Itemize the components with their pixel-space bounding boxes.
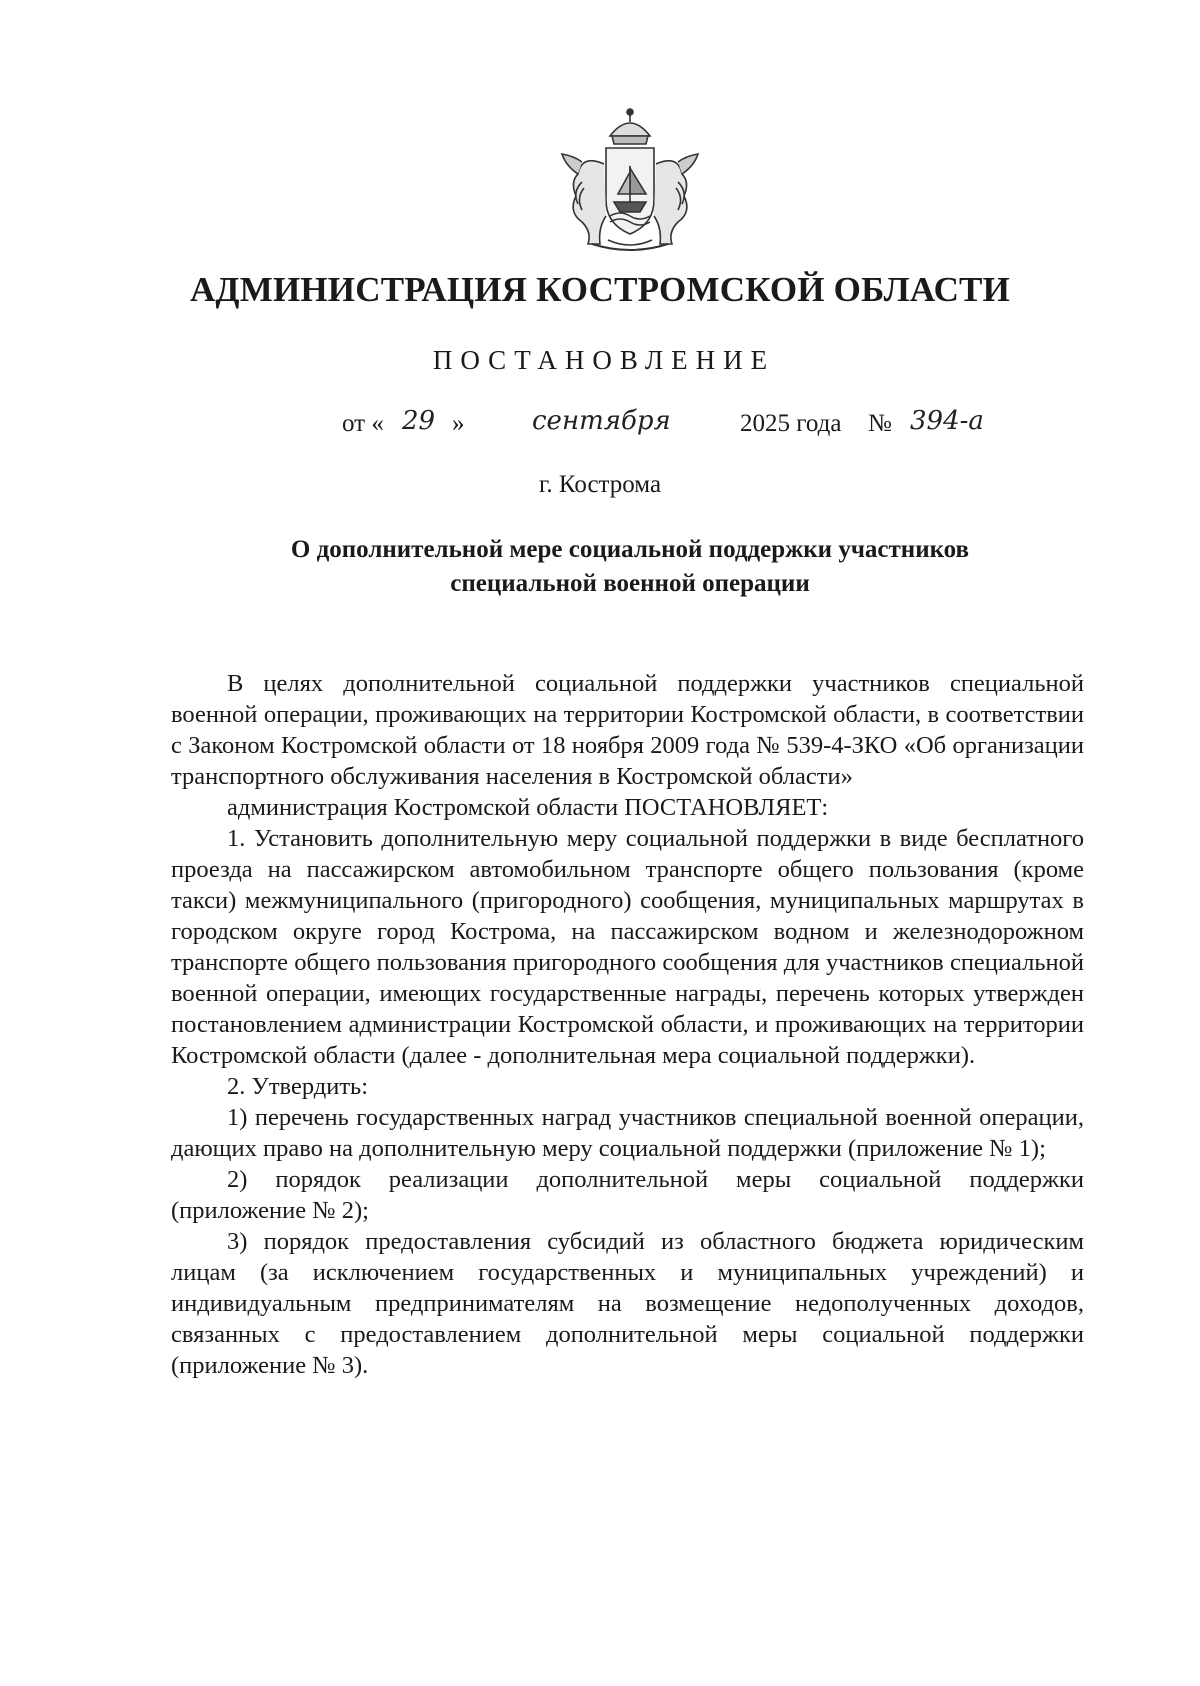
date-month: сентября (532, 406, 671, 436)
document-type: ПОСТАНОВЛЕНИЕ (432, 345, 776, 375)
date-prefix: от « (342, 410, 384, 437)
date-quote-close: » (452, 410, 465, 437)
paragraph-subitem-2: 2) порядок реализации дополнительной меры социальной поддержки (приложение № 2); (171, 1166, 1084, 1224)
date-year: 2025 года (740, 410, 842, 437)
heading-line-2: специальной военной операции (450, 570, 810, 597)
document-number: 394-а (910, 406, 984, 436)
coat-of-arms-icon (548, 104, 712, 254)
date-day: 29 (402, 406, 436, 436)
date-line (342, 408, 1062, 448)
paragraph-subitem-3: 3) порядок предоставления субсидий из областного бюджета юридическим лицам (за исключением государственных и муниципальных учреждений) и индивидуальным предпринимателям на возмещение недополученных доходов, связанных с предоставлением дополнительной меры социальной поддержки (приложение № 3). (171, 1228, 1084, 1379)
paragraph-item-1: 1. Установить дополнительную меру социальной поддержки в виде бесплатного проезда на пассажирском автомобильном транспорте общего пользования (кроме такси) межмуниципального (пригородного) сообщения, муниципальных маршрутах в городском округе город Кострома, на пассажирском водном и железнодорожном транспорте общего пользования пригородного сообщения для участников специальной военной операции, имеющих государственные награды, перечень которых утвержден постановлением администрации Костромской области, и проживающих на территории Костромской области (далее - дополнительная мера социальной поддержки). (171, 825, 1084, 1069)
heading-line-1: О дополнительной мере социальной поддержки участников (290, 536, 970, 563)
organization-title: АДМИНИСТРАЦИЯ КОСТРОМСКОЙ ОБЛАСТИ (189, 270, 1011, 309)
paragraph-item-2: 2. Утвердить: (227, 1073, 369, 1100)
paragraph-preamble: В целях дополнительной социальной поддержки участников специальной военной операции, проживающих на территории Костромской области, в соответствии с Законом Костромской области от 18 ноября 2009 года № 539-4-ЗКО «Об организации транспортного обслуживания населения в Костромской области» (171, 670, 1084, 790)
paragraph-resolves: администрация Костромской области ПОСТАНОВЛЯЕТ: (227, 794, 829, 821)
paragraph-subitem-1: 1) перечень государственных наград участников специальной военной операции, дающих право на дополнительную меру социальной поддержки (приложение № 1); (171, 1104, 1084, 1162)
document-body (171, 668, 1084, 1381)
document-heading (150, 533, 1110, 601)
city: г. Кострома (538, 471, 662, 498)
number-sign: № (868, 410, 892, 437)
